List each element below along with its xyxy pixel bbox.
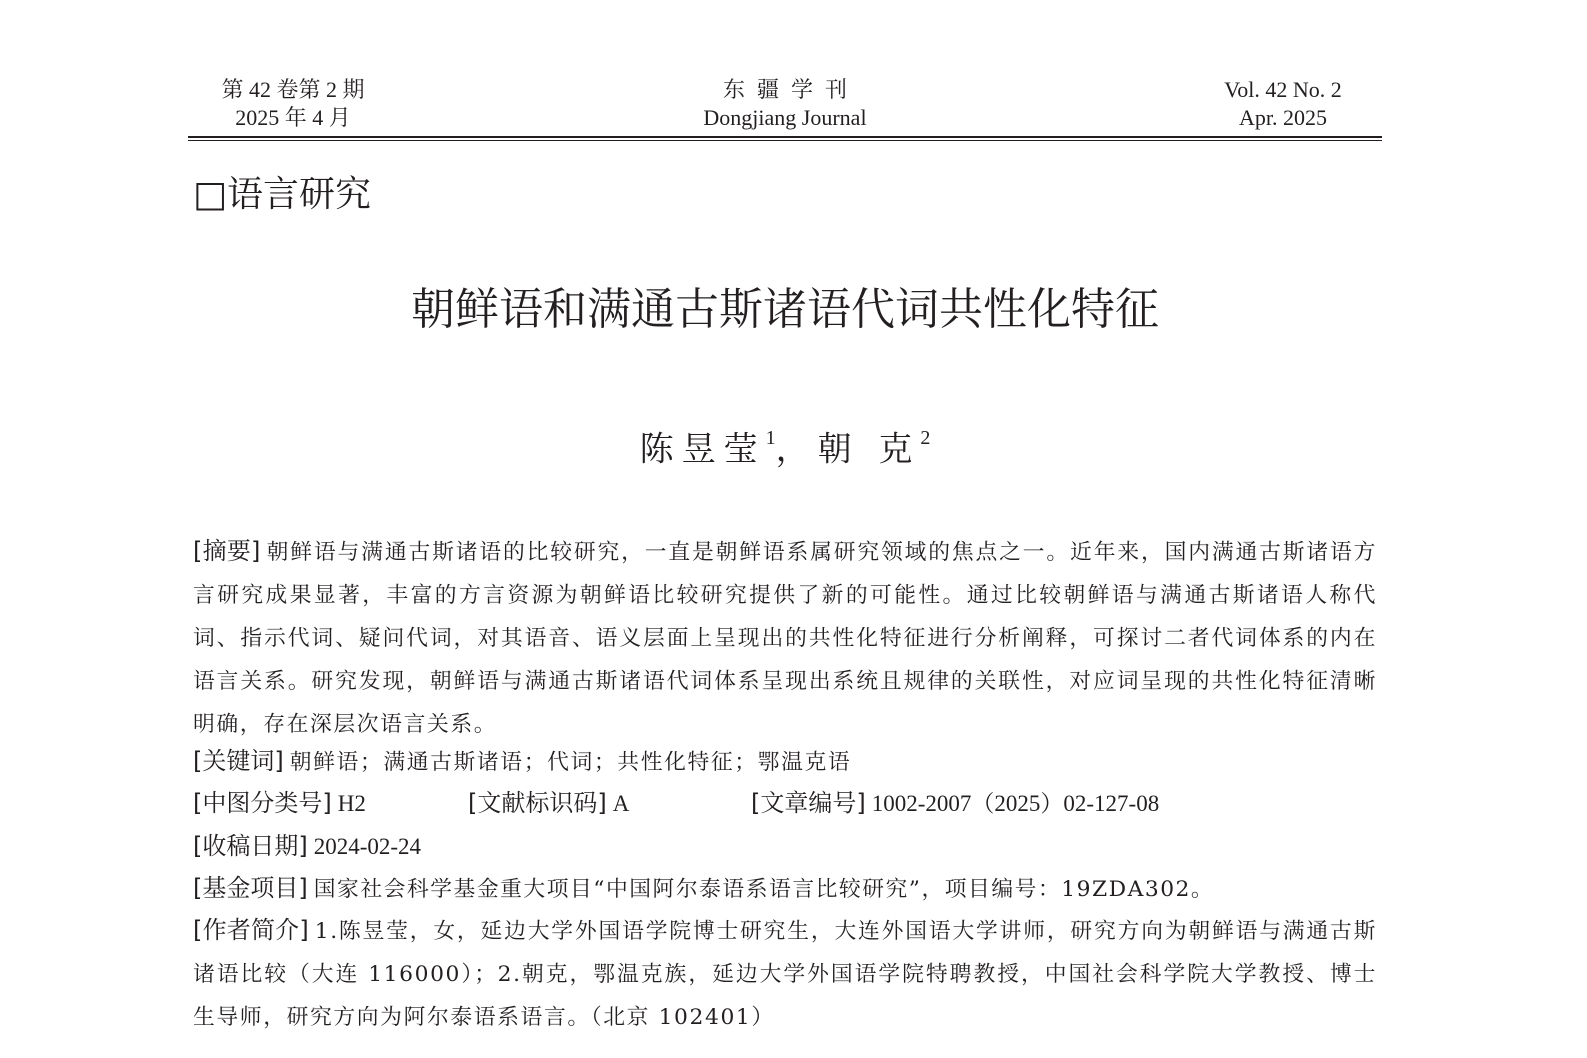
fund-project-text: 国家社会科学基金重大项目“中国阿尔泰语系语言比较研究”，项目编号：19ZDA302。: [313, 877, 1215, 902]
article-number: [751, 783, 1159, 825]
author-bio-label: [作者简介]: [193, 916, 309, 944]
document-code-label: [文献标识码]: [468, 789, 607, 817]
journal-name-english: Dongjiang Journal: [703, 105, 867, 130]
article-number-label: [文章编号]: [751, 789, 866, 817]
document-code-value: A: [612, 791, 630, 816]
issue-info: [208, 76, 378, 132]
fund-project-label: [基金项目]: [193, 874, 308, 902]
issue-date: 2025 年 4 月: [235, 105, 351, 130]
author-name-2: 朝 克: [817, 429, 921, 470]
running-header: [188, 76, 1382, 132]
section-label: □语言研究: [193, 174, 372, 215]
header-rule-thick: [188, 136, 1382, 138]
document-code: [468, 783, 629, 825]
keywords-label: [关键词]: [193, 747, 284, 775]
issue-info-english: [1198, 76, 1368, 132]
received-date: [193, 826, 1383, 868]
issue-volume: 第 42 卷第 2 期: [221, 77, 365, 102]
journal-name: [635, 76, 935, 132]
author-bio: [193, 909, 1377, 1039]
journal-name-chinese: 东疆学刊: [722, 77, 859, 102]
article-number-value: 1002-2007（2025）02-127-08: [871, 791, 1160, 816]
header-rule-thin: [188, 140, 1382, 141]
clc-number: [193, 783, 366, 825]
keywords-text: 朝鲜语；满通古斯诸语；代词；共性化特征；鄂温克语: [289, 750, 852, 775]
author-bio-text: 1.陈昱莹，女，延边大学外国语学院博士研究生，大连外国语大学讲师，研究方向为朝鲜语与满通古斯诸语比较（大连 116000）；2.朝克，鄂温克族，延边大学外国语学院特聘教授，中国社会科学院大学教授、博士生导师，研究方向为阿尔泰语系语言。（北京 102401）: [193, 919, 1377, 1030]
issue-volume-english: Vol. 42 No. 2: [1224, 77, 1342, 102]
abstract-text: 朝鲜语与满通古斯诸语的比较研究，一直是朝鲜语系属研究领域的焦点之一。近年来，国内满通古斯诸语方言研究成果显著，丰富的方言资源为朝鲜语比较研究提供了新的可能性。通过比较朝鲜语与满通古斯诸语人称代词、指示代词、疑问代词，对其语音、语义层面上呈现出的共性化特征进行分析阐释，可探讨二者代词体系的内在语言关系。研究发现，朝鲜语与满通古斯诸语代词体系呈现出系统且规律的关联性，对应词呈现的共性化特征清晰明确，存在深层次语言关系。: [193, 540, 1378, 737]
author-line: [188, 416, 1382, 475]
author-separator: ，: [775, 429, 818, 470]
author-affiliation-marker-1: 1: [765, 427, 776, 449]
clc-label: [中图分类号]: [193, 789, 332, 817]
issue-date-english: Apr. 2025: [1239, 105, 1327, 130]
received-date-value: 2024-02-24: [313, 834, 422, 859]
abstract-label: [摘要]: [193, 537, 261, 565]
author-name-1: 陈昱莹: [639, 429, 766, 470]
author-affiliation-marker-2: 2: [920, 427, 931, 449]
article-title: 朝鲜语和满通古斯诸语代词共性化特征: [411, 284, 1159, 335]
abstract: [193, 530, 1377, 746]
clc-value: H2: [337, 791, 366, 816]
keywords: [193, 741, 1383, 783]
received-date-label: [收稿日期]: [193, 832, 308, 860]
fund-project: [193, 868, 1383, 910]
